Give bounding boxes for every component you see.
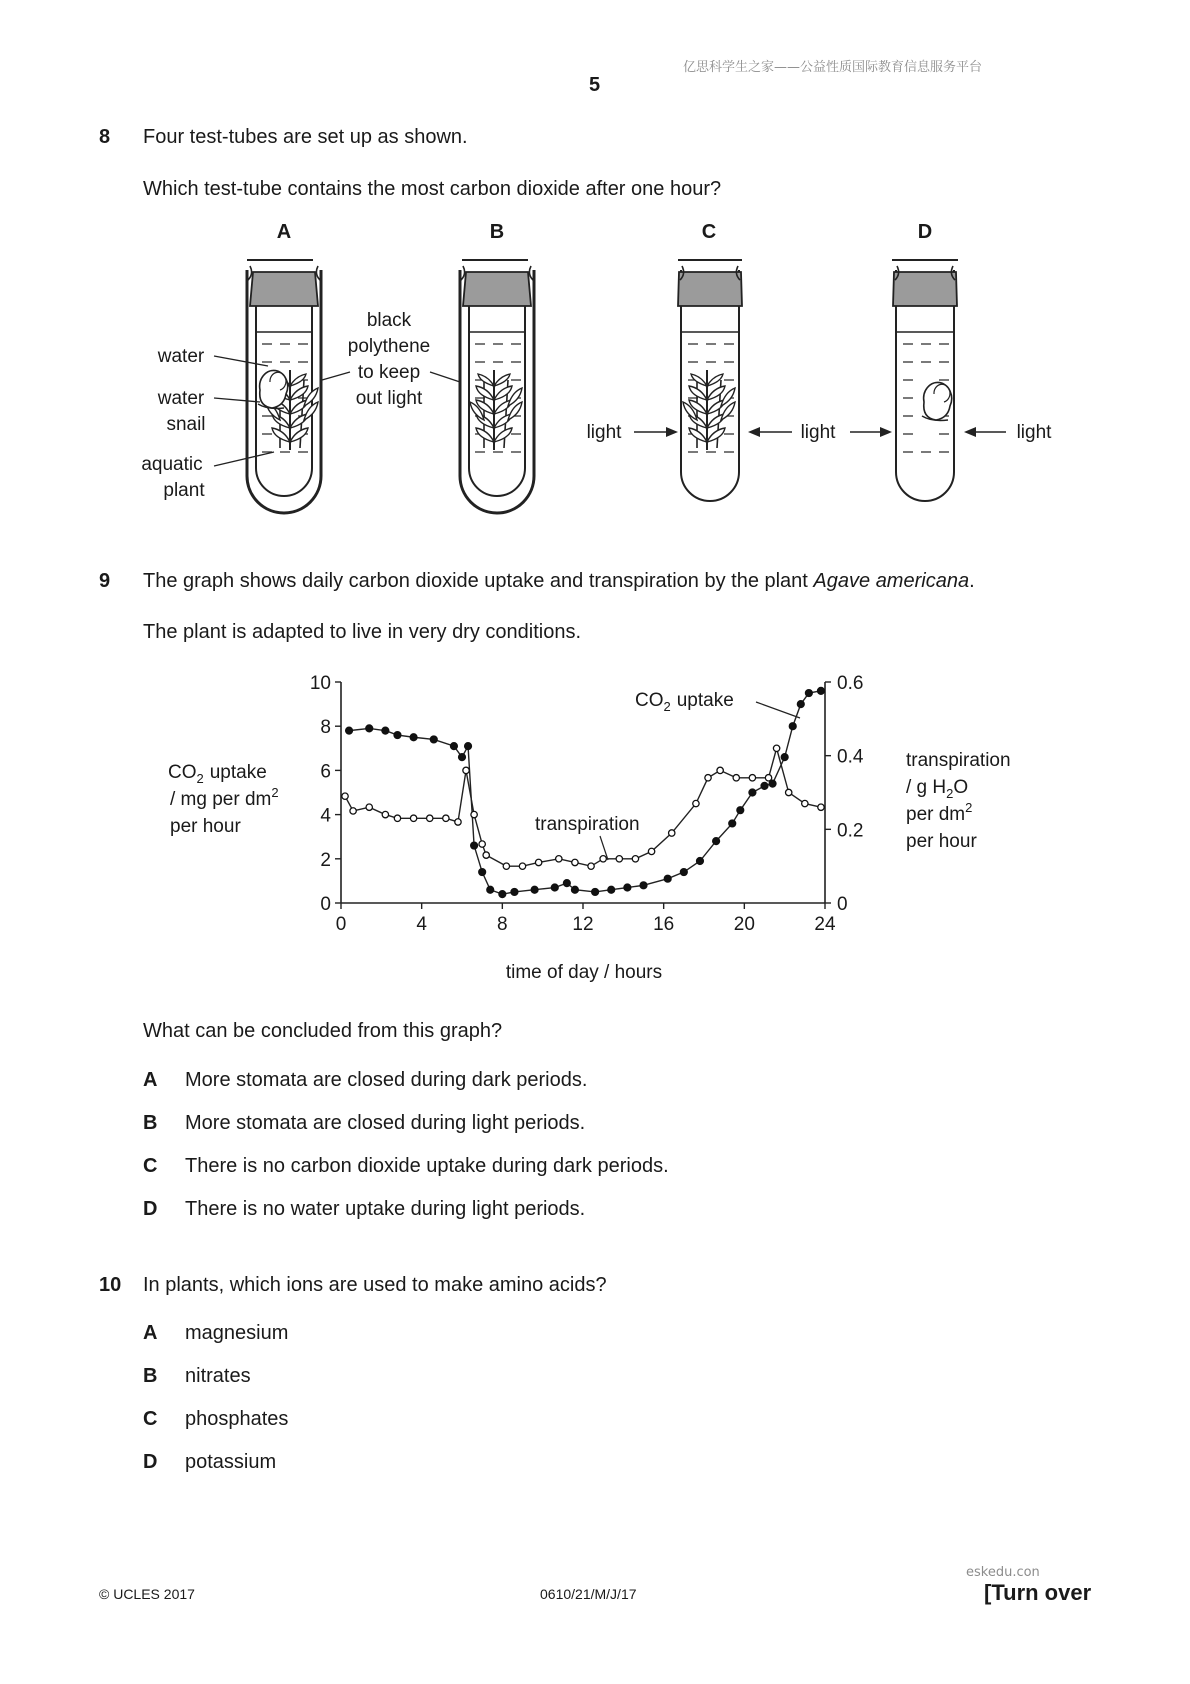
- q10-number: 10: [99, 1274, 122, 1296]
- transpiration-point: [519, 863, 525, 869]
- transpiration-point: [535, 859, 541, 865]
- q9-option-a-letter: A: [143, 1069, 158, 1091]
- co2-uptake-point: [499, 891, 506, 898]
- left-y-tick-label: 8: [320, 717, 331, 739]
- co2-uptake-point: [479, 868, 486, 875]
- q9-option-b-text: More stomata are closed during light periods.: [185, 1112, 586, 1134]
- transpiration-point: [717, 767, 723, 773]
- co2-uptake-point: [761, 782, 768, 789]
- transpiration-point: [443, 815, 449, 821]
- right-title-perdm: per dm: [906, 804, 966, 825]
- transpiration-point: [471, 811, 477, 817]
- transpiration-point: [786, 789, 792, 795]
- co2-uptake-point: [511, 888, 518, 895]
- co2-annotation-uptake: uptake: [676, 690, 734, 711]
- left-axis-title: [168, 762, 279, 837]
- co2-uptake-point: [430, 736, 437, 743]
- q10-option-a-letter: A: [143, 1322, 158, 1344]
- q10-option-c-letter: C: [143, 1408, 158, 1430]
- q8-question: Which test-tube contains the most carbon dioxide after one hour?: [143, 178, 722, 200]
- q9-question: What can be concluded from this graph?: [143, 1020, 503, 1042]
- co2-uptake-point: [713, 838, 720, 845]
- co2-uptake-point: [781, 754, 788, 761]
- transpiration-point: [350, 808, 356, 814]
- transpiration-point: [572, 859, 578, 865]
- tube-a-label: A: [276, 221, 292, 243]
- co2-uptake-point: [531, 886, 538, 893]
- co2-uptake-point: [696, 857, 703, 864]
- right-y-tick-label: 0.2: [837, 820, 864, 842]
- light-label-1: light: [586, 422, 622, 443]
- q10-option-d-text: potassium: [185, 1451, 277, 1473]
- transpiration-annotation-label: transpiration: [535, 814, 640, 835]
- co2-annotation-co: CO: [635, 690, 664, 711]
- label-water-snail-2: snail: [166, 414, 206, 435]
- left-y-tick-label: 0: [320, 894, 331, 915]
- label-polythene-4: out light: [355, 388, 423, 409]
- co2-uptake-point: [382, 727, 389, 734]
- co2-transpiration-chart: [150, 660, 1050, 1000]
- transpiration-point: [733, 775, 739, 781]
- transpiration-point: [366, 804, 372, 810]
- right-title-sub2: 2: [946, 786, 954, 801]
- svg-text:CO2uptake: [635, 690, 734, 714]
- left-y-tick-label: 2: [320, 849, 331, 871]
- co2-uptake-point: [664, 875, 671, 882]
- transpiration-point: [669, 830, 675, 836]
- transpiration-point: [479, 841, 485, 847]
- tube-d-label: D: [917, 221, 933, 243]
- chart-ticks: [310, 673, 864, 935]
- left-title-per-hour: per hour: [170, 816, 241, 837]
- co2-uptake-point: [345, 727, 352, 734]
- transpiration-point: [455, 819, 461, 825]
- co2-uptake-point: [394, 731, 401, 738]
- q9-option-c-letter: C: [143, 1155, 158, 1177]
- co2-uptake-point: [608, 886, 615, 893]
- x-tick-label: 8: [497, 914, 508, 935]
- right-title-gh: / g H: [906, 777, 947, 798]
- right-title-transpiration: transpiration: [906, 750, 1011, 771]
- co2-uptake-point: [563, 880, 570, 887]
- co2-annotation: [635, 690, 800, 718]
- q10-option-b-letter: B: [143, 1365, 158, 1387]
- x-tick-label: 4: [416, 914, 427, 935]
- left-title-sup2: 2: [271, 785, 279, 800]
- q9-intro-species: Agave americana: [813, 570, 970, 592]
- label-water-snail-1: water: [157, 388, 205, 409]
- left-title-sub2: 2: [196, 771, 204, 786]
- right-axis-title: [906, 750, 1011, 852]
- co2-uptake-point: [737, 807, 744, 814]
- co2-uptake-point: [817, 687, 824, 694]
- footer-site-mark: eskedu.con: [966, 1565, 1040, 1580]
- x-tick-label: 24: [814, 914, 836, 935]
- q10-option-b-text: nitrates: [185, 1365, 251, 1387]
- transpiration-point: [802, 800, 808, 806]
- light-label-3: light: [1016, 422, 1052, 443]
- right-title-o: O: [953, 777, 969, 798]
- transpiration-point: [632, 856, 638, 862]
- label-polythene-2: polythene: [347, 336, 431, 357]
- q9-number: 9: [99, 570, 111, 592]
- q9-intro: [143, 570, 975, 593]
- q9-intro-prefix: The graph shows daily carbon dioxide uptake and transpiration by the plant: [143, 570, 814, 592]
- q8-number: 8: [99, 126, 111, 148]
- transpiration-point: [503, 863, 509, 869]
- series-transpiration: [342, 745, 824, 869]
- co2-uptake-point: [366, 725, 373, 732]
- q9-option-c-text: There is no carbon dioxide uptake during dark periods.: [185, 1155, 669, 1177]
- left-title-units: / mg per dm: [170, 789, 272, 810]
- transpiration-point: [342, 793, 348, 799]
- transpiration-point: [427, 815, 433, 821]
- q9-adapted: The plant is adapted to live in very dry conditions.: [143, 621, 582, 643]
- transpiration-line: [345, 748, 821, 866]
- footer-turn-over: [Turn over: [984, 1580, 1092, 1605]
- transpiration-point: [773, 745, 779, 751]
- right-title-per-hour: per hour: [906, 831, 977, 852]
- tube-b: [460, 260, 534, 513]
- label-aquatic-plant-2: plant: [163, 480, 205, 501]
- q9-intro-suffix: .: [969, 570, 975, 592]
- footer-copyright: © UCLES 2017: [99, 1586, 195, 1602]
- co2-uptake-point: [551, 884, 558, 891]
- q10-option-a-text: magnesium: [185, 1322, 289, 1344]
- tube-c: [678, 260, 742, 501]
- left-title-uptake: uptake: [209, 762, 267, 783]
- label-polythene-1: black: [366, 310, 412, 331]
- label-aquatic-plant-1: aquatic: [141, 454, 203, 475]
- right-y-tick-label: 0.4: [837, 746, 864, 768]
- right-y-tick-label: 0: [837, 894, 848, 915]
- transpiration-point: [382, 811, 388, 817]
- q8-intro: Four test-tubes are set up as shown.: [143, 126, 468, 148]
- x-axis-title: time of day / hours: [505, 962, 663, 983]
- transpiration-point: [616, 856, 622, 862]
- left-y-tick-label: 4: [320, 805, 331, 827]
- transpiration-point: [648, 848, 654, 854]
- left-y-tick-label: 10: [309, 673, 331, 694]
- q9-option-d-text: There is no water uptake during light periods.: [185, 1198, 586, 1220]
- right-title-sup2: 2: [965, 800, 973, 815]
- co2-uptake-point: [749, 789, 756, 796]
- left-title-co: CO: [168, 762, 197, 783]
- transpiration-point: [588, 863, 594, 869]
- tube-d: [892, 260, 958, 501]
- svg-text:per dm2: [906, 800, 972, 825]
- transpiration-point: [749, 775, 755, 781]
- tube-c-label: C: [701, 221, 717, 243]
- light-label-2: light: [800, 422, 836, 443]
- footer-paper-code: 0610/21/M/J/17: [540, 1586, 637, 1602]
- transpiration-point: [556, 856, 562, 862]
- co2-uptake-point: [805, 689, 812, 696]
- tube-a: [247, 260, 321, 513]
- co2-uptake-point: [458, 754, 465, 761]
- transpiration-point: [394, 815, 400, 821]
- co2-uptake-point: [464, 742, 471, 749]
- x-tick-label: 0: [335, 914, 347, 935]
- transpiration-point: [463, 767, 469, 773]
- test-tube-diagram: [0, 220, 1190, 520]
- transpiration-point: [693, 800, 699, 806]
- transpiration-annotation: [535, 814, 640, 860]
- transpiration-point: [600, 856, 606, 862]
- co2-uptake-point: [487, 886, 494, 893]
- svg-text:CO2uptake: [168, 762, 267, 786]
- transpiration-point: [483, 852, 489, 858]
- header-watermark: 亿思科学生之家——公益性质国际教育信息服务平台: [683, 60, 983, 75]
- transpiration-point: [410, 815, 416, 821]
- co2-uptake-point: [571, 886, 578, 893]
- q10-option-c-text: phosphates: [185, 1408, 289, 1430]
- label-polythene-3: to keep: [357, 362, 421, 383]
- co2-uptake-point: [797, 701, 804, 708]
- co2-uptake-point: [410, 734, 417, 741]
- page-number: 5: [589, 74, 601, 96]
- co2-uptake-point: [450, 742, 457, 749]
- transpiration-point: [818, 804, 824, 810]
- series-co2-uptake: [345, 687, 824, 898]
- co2-uptake-point: [680, 868, 687, 875]
- co2-annotation-sub: 2: [663, 699, 671, 714]
- q9-option-a-text: More stomata are closed during dark periods.: [185, 1069, 588, 1091]
- x-tick-label: 12: [572, 914, 594, 935]
- svg-text:/ mg per dm2: [170, 785, 279, 810]
- q10-question: In plants, which ions are used to make amino acids?: [143, 1274, 607, 1296]
- co2-uptake-point: [640, 882, 647, 889]
- svg-text:/ g H2O: [906, 777, 968, 801]
- co2-uptake-point: [624, 884, 631, 891]
- x-tick-label: 20: [733, 914, 755, 935]
- transpiration-point: [765, 775, 771, 781]
- label-water: water: [157, 346, 205, 367]
- q9-option-b-letter: B: [143, 1112, 158, 1134]
- co2-uptake-point: [471, 842, 478, 849]
- x-tick-label: 16: [653, 914, 675, 935]
- left-y-tick-label: 6: [320, 761, 331, 783]
- co2-uptake-point: [789, 723, 796, 730]
- right-y-tick-label: 0.6: [837, 673, 864, 694]
- transpiration-point: [705, 775, 711, 781]
- tube-b-label: B: [489, 221, 505, 243]
- q10-option-d-letter: D: [143, 1451, 158, 1473]
- co2-uptake-point: [729, 820, 736, 827]
- co2-uptake-point: [592, 888, 599, 895]
- q9-option-d-letter: D: [143, 1198, 158, 1220]
